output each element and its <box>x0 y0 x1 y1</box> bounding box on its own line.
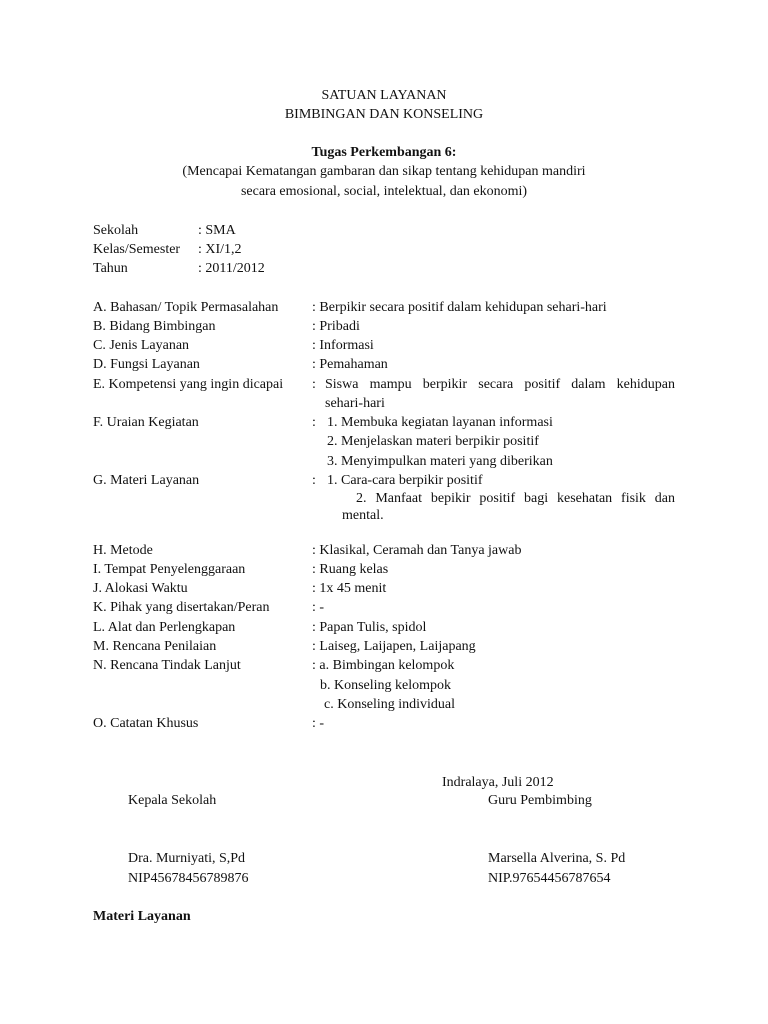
item-c-label: C. Jenis Layanan <box>93 338 190 353</box>
tahun-label: Tahun <box>93 261 128 276</box>
item-n-value-3: c. Konseling individual <box>324 697 456 712</box>
item-n-value-2: b. Konseling kelompok <box>320 678 452 693</box>
item-a-value: : Berpikir secara positif dalam kehidupan sehari-hari <box>312 300 607 315</box>
place-date: Indralaya, Juli 2012 <box>442 775 554 790</box>
tahun-value: : 2011/2012 <box>198 261 265 276</box>
sekolah-value: : SMA <box>198 223 236 238</box>
item-e-label: E. Kompetensi yang ingin dicapai <box>93 377 284 392</box>
item-n-label: N. Rencana Tindak Lanjut <box>93 658 241 673</box>
item-j-value: : 1x 45 menit <box>312 581 387 596</box>
guru-pembimbing-nip: NIP.97654456787654 <box>488 871 611 886</box>
item-k-label: K. Pihak yang disertakan/Peran <box>93 600 270 615</box>
item-a-label: A. Bahasan/ Topik Permasalahan <box>93 300 279 315</box>
item-n-value-1: : a. Bimbingan kelompok <box>312 658 455 673</box>
kepala-sekolah-name: Dra. Murniyati, S,Pd <box>128 851 246 866</box>
item-g-colon: : <box>312 473 316 488</box>
item-h-label: H. Metode <box>93 543 153 558</box>
item-g-materi-1: 1. Cara-cara berpikir positif <box>327 473 483 488</box>
item-f-step-1: 1. Membuka kegiatan layanan informasi <box>327 415 553 430</box>
item-e-value-1: Siswa mampu berpikir secara positif dalam kehidupan <box>325 377 675 392</box>
item-l-label: L. Alat dan Perlengkapan <box>93 620 236 635</box>
item-b-label: B. Bidang Bimbingan <box>93 319 216 334</box>
item-m-label: M. Rencana Penilaian <box>93 639 217 654</box>
item-o-label: O. Catatan Khusus <box>93 716 199 731</box>
tugas-heading: Tugas Perkembangan 6: <box>311 145 457 160</box>
item-f-step-2: 2. Menjelaskan materi berpikir positif <box>327 434 539 449</box>
item-e-value-2: sehari-hari <box>325 396 385 411</box>
item-h-value: : Klasikal, Ceramah dan Tanya jawab <box>312 543 522 558</box>
item-g-materi-2a: 2. Manfaat bepikir positif bagi kesehatan fisik dan <box>356 491 675 506</box>
item-f-step-3: 3. Menyimpulkan materi yang diberikan <box>327 454 553 469</box>
doc-title-2: BIMBINGAN DAN KONSELING <box>284 107 484 122</box>
kepala-sekolah-role: Kepala Sekolah <box>128 793 217 808</box>
item-i-value: : Ruang kelas <box>312 562 389 577</box>
kelas-value: : XI/1,2 <box>198 242 242 257</box>
item-f-label: F. Uraian Kegiatan <box>93 415 199 430</box>
item-e-colon: : <box>312 377 316 392</box>
item-c-value: : Informasi <box>312 338 374 353</box>
item-d-value: : Pemahaman <box>312 357 388 372</box>
item-d-label: D. Fungsi Layanan <box>93 357 200 372</box>
tugas-desc-1: (Mencapai Kematangan gambaran dan sikap tentang kehidupan mandiri <box>182 164 586 179</box>
item-g-materi-2b: mental. <box>342 508 384 523</box>
item-f-colon: : <box>312 415 316 430</box>
item-g-label: G. Materi Layanan <box>93 473 200 488</box>
materi-layanan-heading: Materi Layanan <box>93 909 191 924</box>
guru-pembimbing-role: Guru Pembimbing <box>488 793 592 808</box>
item-i-label: I. Tempat Penyelenggaraan <box>93 562 246 577</box>
guru-pembimbing-name: Marsella Alverina, S. Pd <box>488 851 626 866</box>
item-b-value: : Pribadi <box>312 319 360 334</box>
tugas-desc-2: secara emosional, social, intelektual, dan ekonomi) <box>240 184 528 199</box>
item-m-value: : Laiseg, Laijapen, Laijapang <box>312 639 476 654</box>
item-k-value: : - <box>312 600 325 615</box>
item-j-label: J. Alokasi Waktu <box>93 581 188 596</box>
kelas-label: Kelas/Semester <box>93 242 181 257</box>
item-o-value: : - <box>312 716 325 731</box>
doc-title-1: SATUAN LAYANAN <box>321 88 447 103</box>
item-l-value: : Papan Tulis, spidol <box>312 620 427 635</box>
sekolah-label: Sekolah <box>93 223 139 238</box>
kepala-sekolah-nip: NIP45678456789876 <box>128 871 249 886</box>
